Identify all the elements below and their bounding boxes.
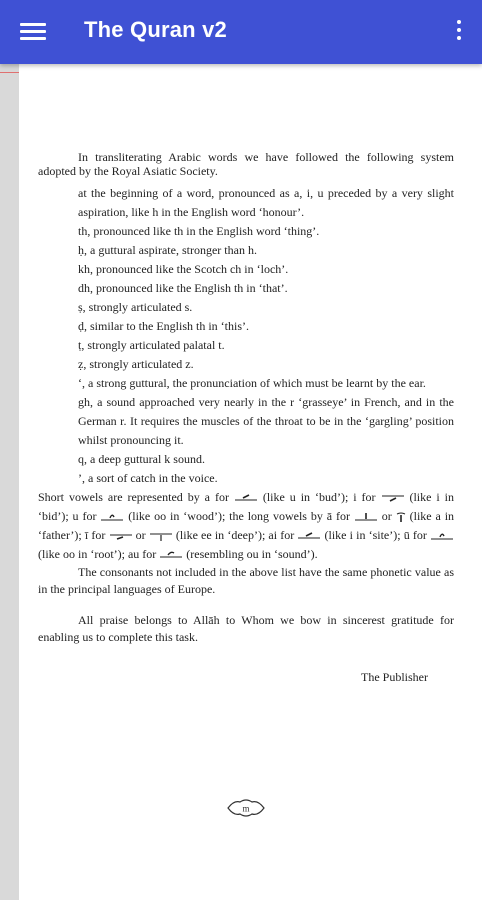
hamburger-menu-icon[interactable]	[20, 20, 46, 44]
ai-diacritic-icon	[297, 531, 321, 541]
alif-madda-icon	[396, 512, 406, 522]
translit-line: ’, a sort of catch in the voice.	[78, 471, 218, 485]
publisher-signature: The Publisher	[361, 670, 428, 684]
kasra-diacritic-icon	[381, 493, 405, 503]
translit-line: ḍ, similar to the English th in ‘this’.	[78, 319, 249, 333]
page-number-ornament	[226, 796, 266, 820]
au-diacritic-icon	[159, 550, 183, 560]
vowels-paragraph: Short vowels are represented by a for (like u in ‘bud’); i for (like i in ‘bid’); u for (like oo in ‘wood’); the long vowels by ā for or (like a in ‘father’); ī for or (like ee in ‘deep’); ai for (like i in ‘site’); ū for (like oo in ‘root’); au for (resembling ou in ‘sound’).	[38, 490, 455, 561]
page-number: m	[242, 803, 250, 814]
consonants-note: The consonants not included in the above list have the same phonetic value as in the principal languages of Europe.	[38, 565, 454, 596]
gutter-marker	[0, 72, 19, 73]
translit-line: at the beginning of a word, pronounced as a, i, u preceded by a very slight aspiration, like h in the English word ‘honour’.	[78, 186, 454, 219]
translit-line: q, a deep guttural k sound.	[78, 452, 205, 466]
page-gutter	[0, 64, 19, 900]
alif-diacritic-icon	[354, 512, 378, 522]
ya-long-diacritic-icon	[149, 531, 173, 541]
app-title: The Quran v2	[84, 17, 227, 42]
fatha-diacritic-icon	[234, 493, 258, 503]
ya-diacritic-icon	[109, 531, 133, 541]
app-bar	[0, 0, 482, 64]
translit-line: ḥ, a guttural aspirate, stronger than h.	[78, 243, 257, 257]
book-page	[38, 150, 454, 687]
translit-line: th, pronounced like th in the English word ‘thing’.	[78, 224, 320, 238]
translit-line: gh, a sound approached very nearly in the r ‘grasseye’ in French, and in the German r. It requires the muscles of the throat to be in the ‘gargling’ position whilst pronouncing it.	[78, 395, 454, 447]
translit-line: ṣ, strongly articulated s.	[78, 300, 193, 314]
intro-paragraph: In transliterating Arabic words we have followed the following system adopted by the Royal Asiatic Society.	[38, 150, 454, 178]
translit-line: ẓ, strongly articulated z.	[78, 357, 194, 371]
translit-line: dh, pronounced like the English th in ‘that’.	[78, 281, 288, 295]
praise-paragraph: All praise belongs to Allāh to Whom we bow in sincerest gratitude for enabling us to complete this task.	[38, 613, 454, 644]
more-vertical-icon[interactable]	[454, 20, 464, 44]
translit-line: ‘, a strong guttural, the pronunciation of which must be learnt by the ear.	[78, 376, 426, 390]
translit-line: kh, pronounced like the Scotch ch in ‘loch’.	[78, 262, 289, 276]
damma-diacritic-icon	[100, 512, 124, 522]
waw-diacritic-icon	[430, 531, 454, 541]
translit-line: ṭ, strongly articulated palatal t.	[78, 338, 225, 352]
